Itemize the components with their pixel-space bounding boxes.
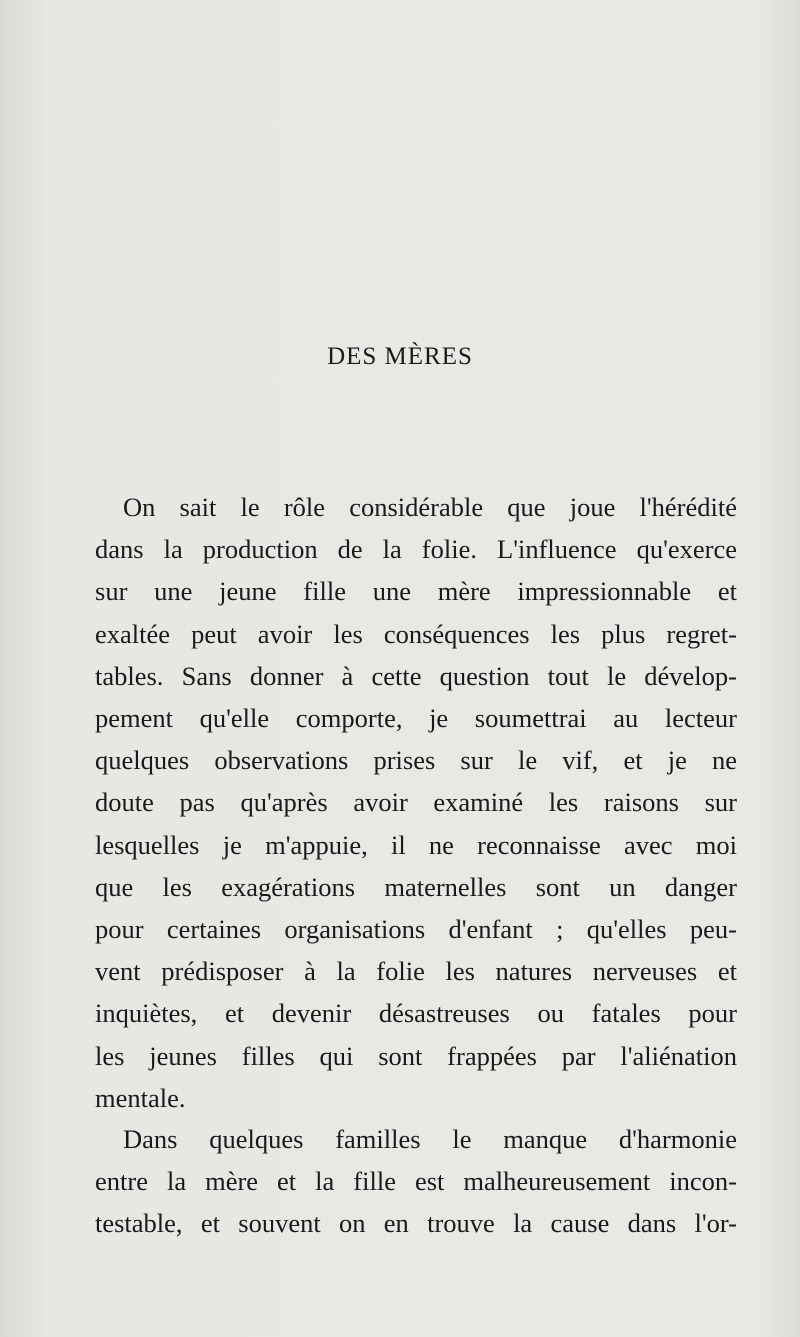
paragraph-1 [95,486,737,1119]
text-line: Dans quelques familles le manque d'harmonie [123,1124,737,1154]
text-line: lesquelles je m'appuie, il ne reconnaisse avec moi [95,829,737,860]
text-line: inquiètes, et devenir désastreuses ou fatales pour [95,998,737,1029]
text-line: dans la production de la folie. L'influence qu'exerce [95,534,737,565]
text-line: tables. Sans donner à cette question tout le dévelop- [95,660,737,691]
chapter-title: DES MÈRES [327,343,473,370]
text-line: pement qu'elle comporte, je soumettrai au lecteur [95,703,737,734]
text-line: entre la mère et la fille est malheureusement incon- [95,1166,737,1197]
text-line: testable, et souvent on en trouve la cause dans l'or- [95,1208,737,1239]
text-line: sur une jeune fille une mère impressionnable et [95,576,737,607]
paragraph-2 [95,1118,737,1245]
text-line: mentale. [95,1082,186,1113]
text-line: pour certaines organisations d'enfant ; qu'elles peu- [95,914,737,945]
text-line: doute pas qu'après avoir examiné les raisons sur [95,787,737,818]
text-line: vent prédisposer à la folie les natures nerveuses et [95,956,737,987]
text-line: exaltée peut avoir les conséquences les plus regret- [95,618,737,649]
text-line: On sait le rôle considérable que joue l'hérédité [123,492,737,522]
text-line: les jeunes filles qui sont frappées par l'aliénation [95,1040,737,1071]
text-line: que les exagérations maternelles sont un danger [95,871,737,902]
text-line: quelques observations prises sur le vif, et je ne [95,745,737,776]
